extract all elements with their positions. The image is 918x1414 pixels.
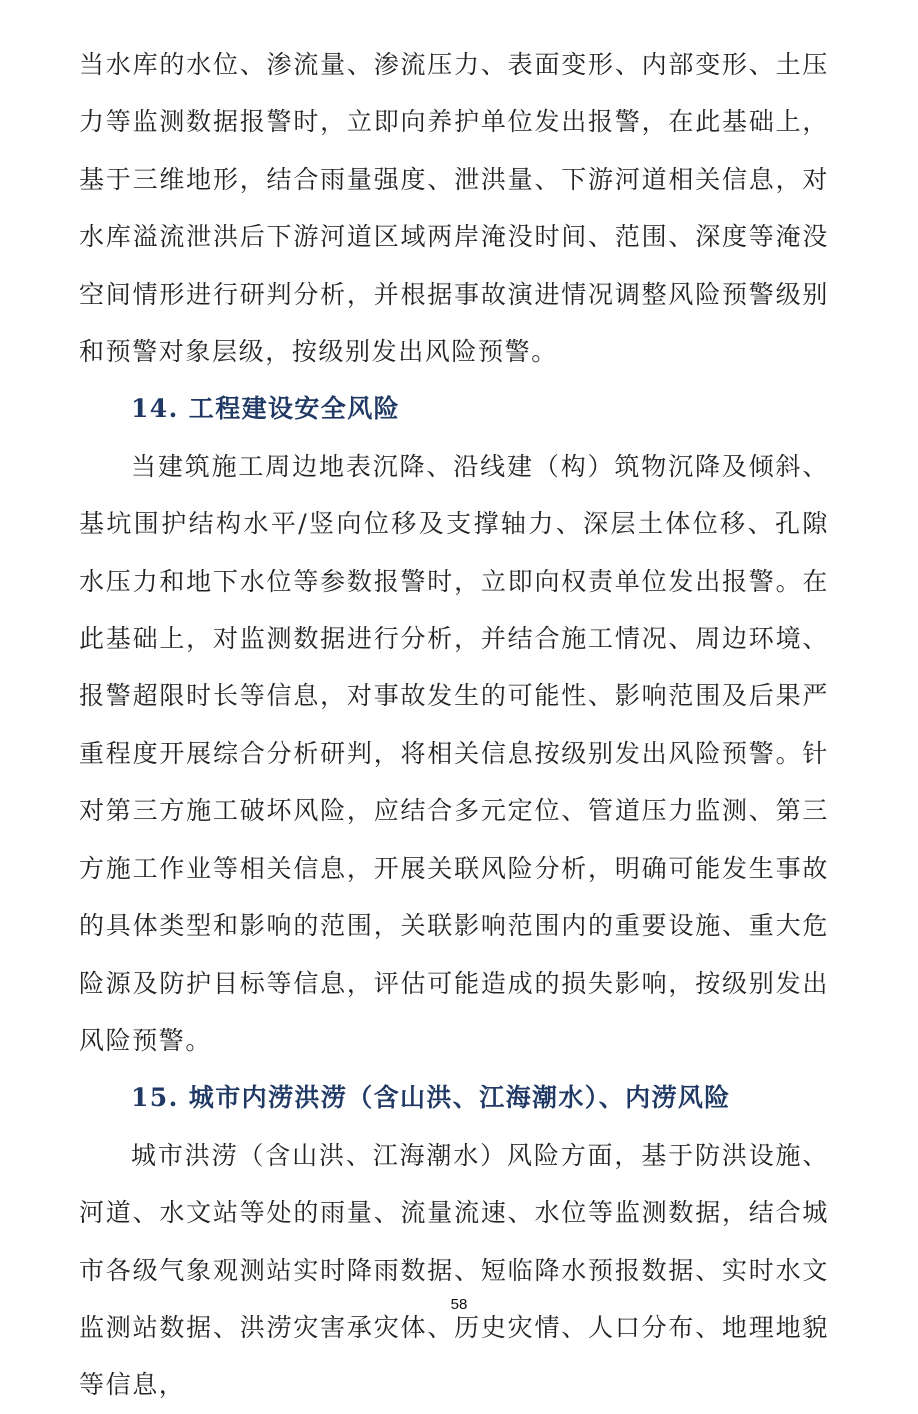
document-body [79,36,829,1414]
section-heading-14: 14. 工程建设安全风险 [131,394,400,424]
paragraph-construction-risk: 当建筑施工周边地表沉降、沿线建（构）筑物沉降及倾斜、基坑围护结构水平/竖向位移及支撑轴力、深层土体位移、孔隙水压力和地下水位等参数报警时，立即向权责单位发出报警。在此基础上，对监测数据进行分析，并结合施工情况、周边环境、报警超限时长等信息，对事故发生的可能性、影响范围及后果严重程度开展综合分析研判，将相关信息按级别发出风险预警。针对第三方施工破坏风险，应结合多元定位、管道压力监测、第三方施工作业等相关信息，开展关联风险分析，明确可能发生事故的具体类型和影响的范围，关联影响范围内的重要设施、重大危险源及防护目标等信息，评估可能造成的损失影响，按级别发出风险预警。 [79,451,829,1055]
page-number: 58 [450,1296,468,1313]
paragraph-reservoir-risk: 当水库的水位、渗流量、渗流压力、表面变形、内部变形、土压力等监测数据报警时，立即向养护单位发出报警，在此基础上，基于三维地形，结合雨量强度、泄洪量、下游河道相关信息，对水库溢流泄洪后下游河道区域两岸淹没时间、范围、深度等淹没空间情形进行研判分析，并根据事故演进情况调整风险预警级别和预警对象层级，按级别发出风险预警。 [79,50,829,367]
section-heading-15: 15. 城市内涝洪涝（含山洪、江海潮水）、内涝风险 [131,1083,731,1113]
paragraph-urban-flood-risk: 城市洪涝（含山洪、江海潮水）风险方面，基于防洪设施、河道、水文站等处的雨量、流量流速、水位等监测数据，结合城市各级气象观测站实时降雨数据、短临降水预报数据、实时水文监测站数据、洪涝灾害承灾体、历史灾情、人口分布、地理地貌等信息， [79,1140,829,1400]
